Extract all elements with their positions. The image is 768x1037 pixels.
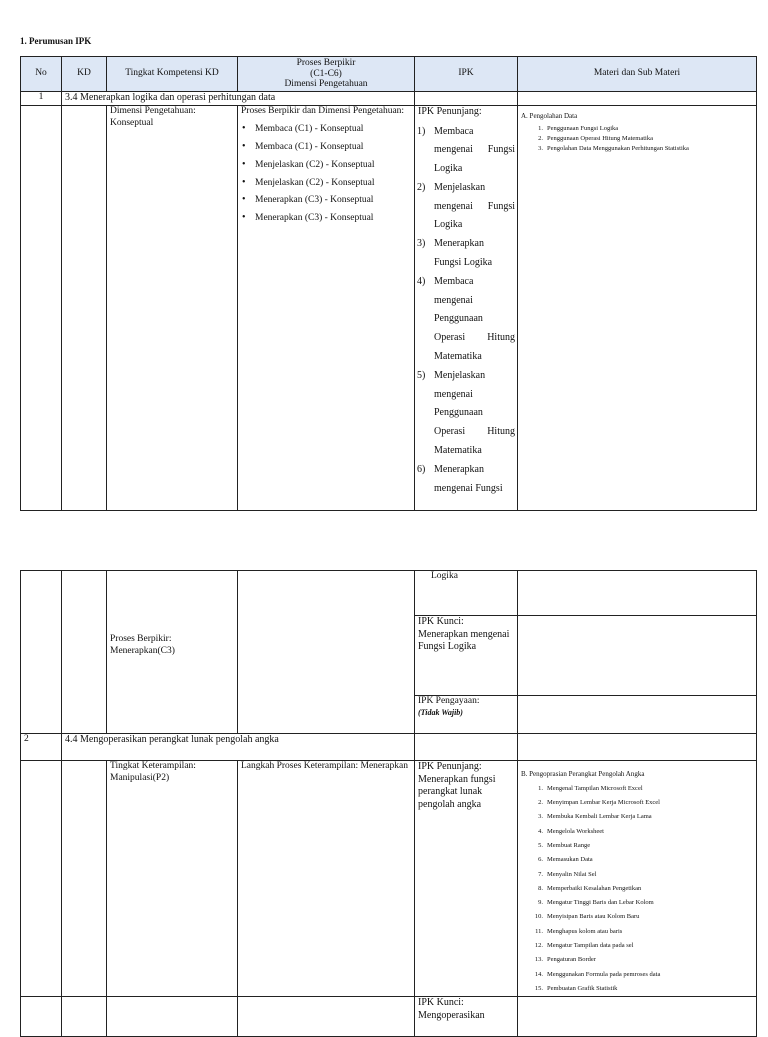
row1-materi: [518, 106, 757, 511]
header-kd: KD: [62, 57, 107, 92]
list-item: mengenai Fungsi: [434, 482, 503, 494]
section-heading: 1. Perumusan IPK: [20, 36, 92, 46]
row1-ipk: [415, 106, 518, 511]
list-item: • Menjelaskan (C2) - Konseptual: [255, 178, 411, 190]
table-row: [21, 92, 757, 106]
row2-materi-kunci-empty: [518, 997, 757, 1037]
row1-ipk-empty: [415, 92, 518, 106]
table-row: [21, 997, 757, 1037]
row2-materi: [518, 761, 757, 997]
list-item: 4. Mengelola Worksheet: [538, 827, 604, 835]
header-proses-line2: (C1-C6): [310, 68, 342, 79]
row2-kd: 4.4 Mengoperasikan perangkat lunak pengolah angka: [62, 734, 415, 761]
list-item: 11. Menghapus kolom atau baris: [535, 927, 623, 935]
t2-no-cont: [21, 571, 62, 734]
list-item: 1) Membaca: [417, 125, 474, 137]
list-item: 7. Menyalin Nilai Sel: [538, 870, 597, 878]
t2-materi-cont: [518, 571, 757, 616]
list-item: Penggunaan: [434, 313, 483, 325]
row2-no: 2: [21, 734, 62, 761]
list-item: 13. Pengaturan Border: [534, 956, 596, 964]
list-item: mengenai Fungsi: [434, 200, 515, 212]
header-proses-line3: Dimensi Pengetahuan: [284, 79, 368, 90]
table-row: [21, 106, 757, 511]
row2-no-cont: [21, 761, 62, 997]
header-tingkat: Tingkat Kompetensi KD: [107, 57, 238, 92]
list-item: 5) Menjelaskan: [417, 369, 486, 381]
row2-ipk-text: Menerapkan fungsi perangkat lunak pengolah angka: [418, 773, 496, 810]
t2-tingkat-c3: Proses Berpikir: Menerapkan(C3): [107, 571, 238, 734]
table-row: [21, 734, 757, 761]
t2-ipk-cont-text: Logika: [431, 571, 458, 581]
list-item: 4) Membaca: [417, 275, 474, 287]
t2-ipk-pengayaan-title: IPK Pengayaan:: [418, 696, 480, 706]
t2-proses-cont: [238, 571, 415, 734]
row1-tingkat: Dimensi Pengetahuan: Konseptual: [107, 106, 238, 511]
row1-proses-list: [241, 124, 411, 225]
t2-ipk-kunci-text: Menerapkan mengenai Fungsi Logika: [418, 628, 510, 652]
t2-ipk-kunci: [415, 616, 518, 696]
list-item: Logika: [434, 219, 463, 231]
list-item: 1. Penggunaan Fungsi Logika: [538, 124, 619, 132]
row1-materi-list: [521, 124, 753, 155]
row2-ipk-empty: [415, 734, 518, 761]
row1-ipk-list: [418, 123, 515, 499]
row1-materi-empty: [518, 92, 757, 106]
row1-no: 1: [21, 92, 62, 106]
row2-ipk: [415, 761, 518, 997]
list-item: mengenai: [434, 294, 473, 306]
row1-kd-cont: [62, 106, 107, 511]
list-item: mengenai Fungsi: [434, 144, 515, 156]
list-item: 8. Memperbaiki Kesalahan Pengetikan: [538, 884, 642, 892]
list-item: 3. Membuka Kembali Lembar Kerja Lama: [538, 813, 652, 821]
list-item: 3) Menerapkan: [417, 238, 484, 250]
list-item: 1. Mengenal Tampilan Microsoft Excel: [538, 784, 643, 792]
row2-tingkat-cont2: [107, 997, 238, 1037]
row2-materi-list: [521, 782, 753, 996]
list-item: 14. Menggunakan Formula pada pemroses data: [534, 970, 661, 978]
list-item: 12. Mengatur Tampilan data pada sel: [534, 942, 634, 950]
row2-no-cont2: [21, 997, 62, 1037]
t2-materi-kunci-empty: [518, 616, 757, 696]
row2-ipk-title: IPK Penunjang:: [418, 761, 482, 772]
list-item: • Membaca (C1) - Konseptual: [255, 142, 411, 154]
list-item: 3. Pengolahan Data Menggunakan Perhitungan Statistika: [538, 145, 689, 153]
list-item: Operasi Hitung: [434, 332, 515, 344]
row2-ipk-kunci: [415, 997, 518, 1037]
row2-ipk-kunci-title: IPK Kunci:: [418, 997, 464, 1009]
row2-ipk-kunci-text: Mengoperasikan: [418, 1009, 485, 1021]
list-item: • Menjelaskan (C2) - Konseptual: [255, 160, 411, 172]
list-item: • Menerapkan (C3) - Konseptual: [255, 213, 411, 225]
list-item: 6. Memasukan Data: [538, 856, 593, 864]
header-proses: [238, 57, 415, 92]
list-item: 6) Menerapkan: [417, 463, 484, 475]
list-item: 5. Membuat Range: [538, 841, 591, 849]
list-item: Operasi Hitung: [434, 426, 515, 438]
header-proses-line1: Proses Berpikir: [296, 57, 356, 68]
row1-proses: [238, 106, 415, 511]
t2-ipk-pengayaan-text: (Tidak Wajib): [418, 707, 463, 717]
list-item: 2. Penggunaan Operasi Hitung Matematika: [538, 134, 653, 142]
list-item: 2. Menyimpan Lembar Kerja Microsoft Excel: [538, 799, 660, 807]
header-no: No: [21, 57, 62, 92]
list-item: Fungsi Logika: [434, 257, 493, 269]
ipk-table-page1: [20, 56, 757, 511]
t2-ipk-kunci-title: IPK Kunci:: [418, 616, 464, 627]
table-row: [21, 571, 757, 616]
header-materi: Materi dan Sub Materi: [518, 57, 757, 92]
row2-proses-cont2: [238, 997, 415, 1037]
list-item: Logika: [434, 163, 463, 175]
row1-proses-title: Proses Berpikir dan Dimensi Pengetahuan:: [241, 106, 405, 116]
list-item: 15. Pembuatan Grafik Statistik: [534, 984, 618, 992]
list-item: Matematika: [434, 445, 482, 457]
header-ipk: IPK: [415, 57, 518, 92]
row2-materi-title: B. Pengoprasian Perangkat Pengolah Angka: [521, 770, 645, 778]
list-item: 10. Menyisipan Baris atau Kolom Baru: [534, 913, 640, 921]
row2-materi-empty: [518, 734, 757, 761]
table-row: [21, 761, 757, 997]
t2-ipk-cont: [415, 571, 518, 616]
t2-kd-cont: [62, 571, 107, 734]
t2-ipk-pengayaan: [415, 696, 518, 734]
table-header-row: [21, 57, 757, 92]
list-item: 9. Mengatur Tinggi Baris dan Lebar Kolom: [538, 899, 654, 907]
row1-kd: 3.4 Menerapkan logika dan operasi perhitungan data: [62, 92, 415, 106]
list-item: • Menerapkan (C3) - Konseptual: [255, 195, 411, 207]
list-item: • Membaca (C1) - Konseptual: [255, 124, 411, 136]
list-item: Penggunaan: [434, 407, 483, 419]
row2-tingkat: Tingkat Keterampilan: Manipulasi(P2): [107, 761, 238, 997]
row1-materi-title: A. Pengolahan Data: [521, 112, 578, 120]
row2-kd-cont: [62, 761, 107, 997]
row1-no-cont: [21, 106, 62, 511]
list-item: 2) Menjelaskan: [417, 181, 486, 193]
row2-kd-cont2: [62, 997, 107, 1037]
t2-materi-pengayaan-empty: [518, 696, 757, 734]
row1-ipk-title: IPK Penunjang:: [418, 106, 482, 117]
list-item: Matematika: [434, 351, 482, 363]
list-item: mengenai: [434, 388, 473, 400]
row2-proses: Langkah Proses Keterampilan: Menerapkan: [238, 761, 415, 997]
ipk-table-page2: [20, 570, 757, 1037]
